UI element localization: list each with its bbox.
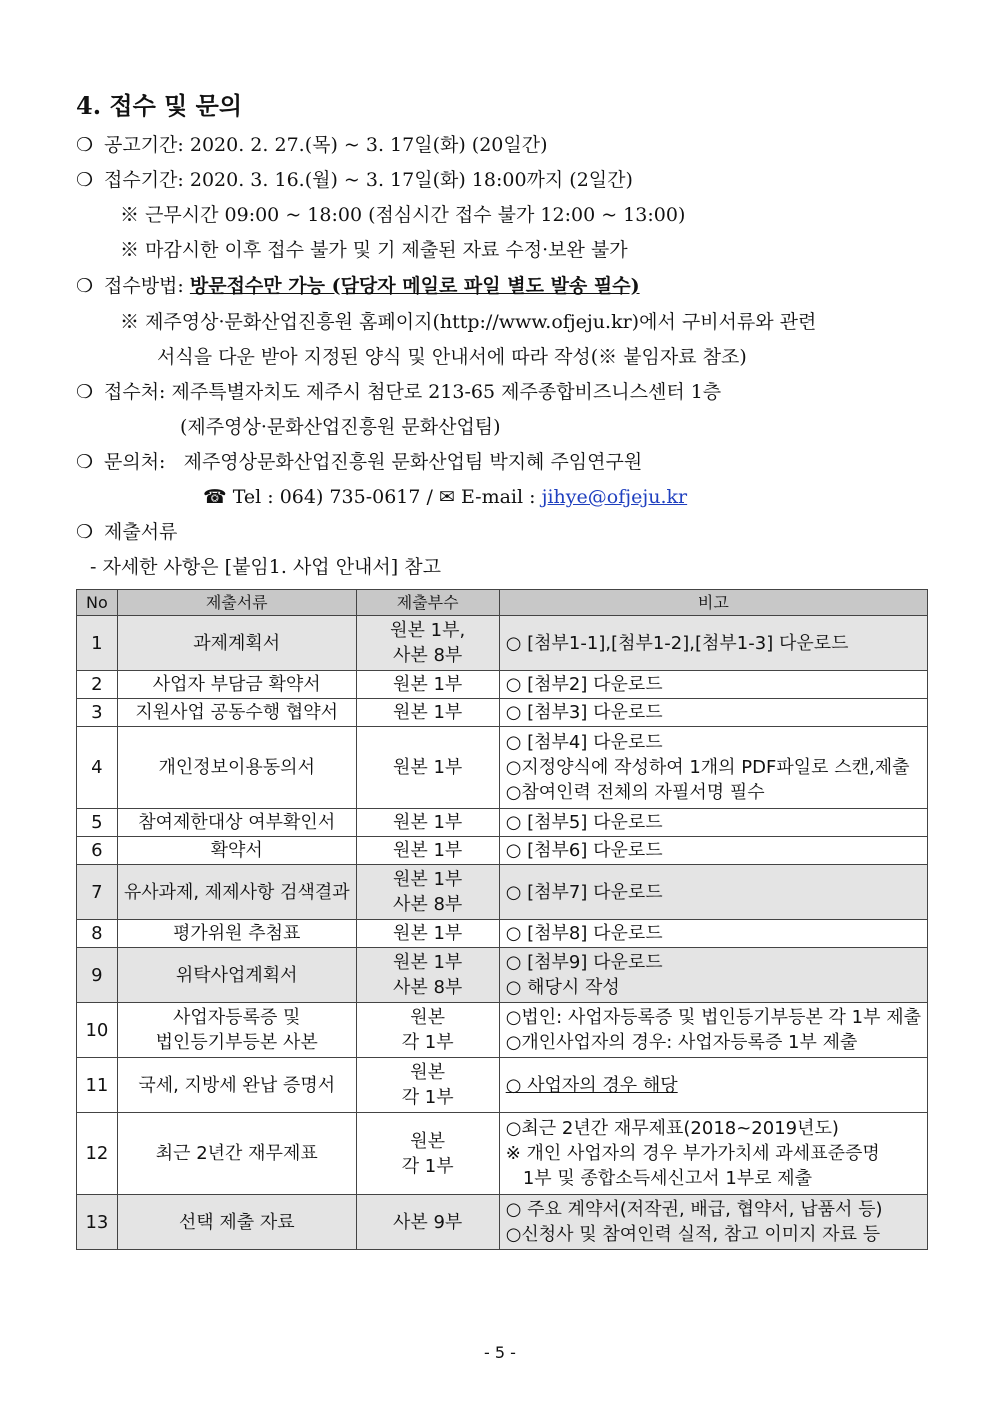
cell-copies xyxy=(356,920,499,948)
page-number: - 5 - xyxy=(484,1343,516,1362)
cell-notes-line: ○최근 2년간 재무제표(2018~2019년도) xyxy=(505,1118,839,1139)
table-body xyxy=(77,616,928,1250)
table-row xyxy=(77,837,928,865)
cell-notes xyxy=(499,1058,927,1113)
cell-document xyxy=(117,1003,356,1058)
cell-no: 11 xyxy=(77,1058,118,1113)
cell-document xyxy=(117,671,356,699)
cell-document-line: 위탁사업계획서 xyxy=(175,964,298,986)
mail-icon: ✉ xyxy=(438,486,455,508)
reception-label: 접수기간: xyxy=(104,169,184,191)
table-row xyxy=(77,865,928,920)
bullet-icon: ❍ xyxy=(76,451,94,473)
docs-sub: - 자세한 사항은 [붙임1. 사업 안내서] 참고 xyxy=(90,556,441,578)
table-row xyxy=(77,1195,928,1250)
cell-copies-line: 사본 9부 xyxy=(392,1211,463,1233)
note-mark-icon: ※ xyxy=(120,311,140,333)
cell-copies-line: 각 1부 xyxy=(401,1087,454,1108)
cell-notes-line: ○ [첨부2] 다운로드 xyxy=(505,674,663,695)
cell-notes xyxy=(499,699,927,727)
place-sub: (제주영상·문화산업진흥원 문화산업팀) xyxy=(180,416,501,438)
cell-copies xyxy=(356,865,499,920)
period-value: 2020. 2. 27.(목) ~ 3. 17일(화) (20일간) xyxy=(189,134,548,156)
cell-no: 9 xyxy=(77,948,118,1003)
cell-copies-line: 각 1부 xyxy=(401,1032,454,1053)
cell-document xyxy=(117,809,356,837)
cell-copies xyxy=(356,616,499,671)
table-row xyxy=(77,1113,928,1195)
reception-value: 2020. 3. 16.(월) ~ 3. 17일(화) 18:00까지 (2일간) xyxy=(189,169,633,191)
table-row xyxy=(77,727,928,809)
email-link[interactable]: jihye@ofjeju.kr xyxy=(541,486,688,508)
note-text: 제주영상·문화산업진흥원 홈페이지(http://www.ofjeju.kr)에서 구비서류와 관련 xyxy=(145,311,817,333)
cell-document-line: 지원사업 공동수행 협약서 xyxy=(135,702,339,723)
cell-document xyxy=(117,920,356,948)
docs-line xyxy=(76,518,177,546)
method-line xyxy=(76,272,640,300)
cell-document xyxy=(117,699,356,727)
cell-copies-line: 원본 1부 xyxy=(392,840,463,861)
cell-document-line: 과제계획서 xyxy=(193,632,281,654)
cell-copies xyxy=(356,1058,499,1113)
cell-copies xyxy=(356,1003,499,1058)
cell-notes-line: ○ [첨부4] 다운로드 xyxy=(505,732,663,753)
reception-line xyxy=(76,166,633,194)
cell-copies-line: 원본 1부 xyxy=(392,869,463,890)
cell-document xyxy=(117,948,356,1003)
cell-notes-line: ○개인사업자의 경우: 사업자등록증 1부 제출 xyxy=(505,1032,858,1053)
email-label: E-mail : xyxy=(460,486,536,508)
cell-notes-line: ○ [첨부8] 다운로드 xyxy=(505,923,663,944)
cell-document xyxy=(117,837,356,865)
cell-copies xyxy=(356,1195,499,1250)
cell-copies-line: 원본 1부 xyxy=(392,757,463,778)
cell-document-line: 국세, 지방세 완납 증명서 xyxy=(138,1074,336,1096)
cell-notes-line: ○ [첨부1-1],[첨부1-2],[첨부1-3] 다운로드 xyxy=(505,632,849,654)
cell-notes xyxy=(499,809,927,837)
cell-no: 5 xyxy=(77,809,118,837)
cell-document xyxy=(117,1058,356,1113)
cell-document-line: 개인정보이용동의서 xyxy=(158,757,315,778)
cell-copies-line: 원본 1부, xyxy=(390,620,466,641)
cell-no: 4 xyxy=(77,727,118,809)
cell-notes-line: ○ 주요 계약서(저작권, 배급, 협약서, 납품서 등) xyxy=(505,1199,883,1220)
cell-notes-line: ○ [첨부7] 다운로드 xyxy=(505,881,663,903)
bullet-icon: ❍ xyxy=(76,521,94,543)
cell-notes xyxy=(499,837,927,865)
cell-no: 8 xyxy=(77,920,118,948)
cell-no: 2 xyxy=(77,671,118,699)
cell-notes-line: ○참여인력 전체의 자필서명 필수 xyxy=(505,782,765,803)
cell-copies xyxy=(356,948,499,1003)
cell-copies-line: 원본 1부 xyxy=(392,952,463,973)
tel-text: Tel : 064) 735-0617 / xyxy=(232,486,433,508)
cell-document xyxy=(117,616,356,671)
cell-notes-line: 1부 및 종합소득세신고서 1부로 제출 xyxy=(505,1168,813,1189)
note-text: 근무시간 09:00 ~ 18:00 (점심시간 접수 불가 12:00 ~ 13:00) xyxy=(145,204,686,226)
cell-document xyxy=(117,1195,356,1250)
table-row xyxy=(77,671,928,699)
bullet-icon: ❍ xyxy=(76,169,94,191)
cell-copies xyxy=(356,809,499,837)
contact-value: 제주영상문화산업진흥원 문화산업팀 박지혜 주임연구원 xyxy=(183,451,643,473)
cell-document-line: 사업자등록증 및 xyxy=(173,1007,301,1028)
cell-copies-line: 사본 8부 xyxy=(392,645,463,666)
cell-copies-line: 원본 1부 xyxy=(392,702,463,723)
cell-copies-line: 원본 1부 xyxy=(392,812,463,833)
cell-document-line: 선택 제출 자료 xyxy=(178,1211,295,1233)
cell-copies xyxy=(356,837,499,865)
cell-copies-line: 원본 1부 xyxy=(392,923,463,944)
contact-tel-line xyxy=(203,483,687,511)
cell-document-line: 참여제한대상 여부확인서 xyxy=(138,812,336,833)
cell-no: 7 xyxy=(77,865,118,920)
cell-copies xyxy=(356,727,499,809)
cell-no: 3 xyxy=(77,699,118,727)
cell-document xyxy=(117,1113,356,1195)
cell-document xyxy=(117,727,356,809)
cell-notes-line: ※ 개인 사업자의 경우 부가가치세 과세표준증명 xyxy=(505,1143,880,1164)
place-value: 제주특별자치도 제주시 첨단로 213-65 제주종합비즈니스센터 1층 xyxy=(171,381,722,403)
cell-notes-line: ○지정양식에 작성하여 1개의 PDF파일로 스캔,제출 xyxy=(505,757,910,778)
table-row xyxy=(77,616,928,671)
header-notes: 비고 xyxy=(499,590,927,616)
cell-notes xyxy=(499,865,927,920)
table-row xyxy=(77,809,928,837)
cell-notes-line: ○법인: 사업자등록증 및 법인등기부등본 각 1부 제출 xyxy=(505,1007,921,1028)
header-copies: 제출부수 xyxy=(356,590,499,616)
cell-notes xyxy=(499,1003,927,1058)
contact-label: 문의처: xyxy=(104,451,166,473)
cell-document-line: 법인등기부등본 사본 xyxy=(155,1032,318,1053)
cell-document-line: 평가위원 추첨표 xyxy=(173,923,301,944)
cell-document xyxy=(117,865,356,920)
cell-notes xyxy=(499,616,927,671)
cell-document-line: 최근 2년간 재무제표 xyxy=(155,1143,318,1164)
place-line xyxy=(76,378,721,406)
table-row xyxy=(77,920,928,948)
note-mark-icon: ※ xyxy=(120,239,140,261)
cell-document-line: 확약서 xyxy=(210,840,263,861)
table-row xyxy=(77,1058,928,1113)
cell-document-line: 사업자 부담금 확약서 xyxy=(152,674,321,695)
method-note-1 xyxy=(120,308,816,336)
table-row xyxy=(77,948,928,1003)
table-row xyxy=(77,699,928,727)
cell-notes-line: ○ 사업자의 경우 해당 xyxy=(505,1074,678,1096)
cell-notes-line: ○신청사 및 참여인력 실적, 참고 이미지 자료 등 xyxy=(505,1224,881,1245)
cell-no: 12 xyxy=(77,1113,118,1195)
cell-copies-line: 원본 1부 xyxy=(392,674,463,695)
method-note-2: 서식을 다운 받아 지정된 양식 및 안내서에 따라 작성(※ 붙임자료 참조) xyxy=(157,346,747,368)
reception-note-1 xyxy=(120,201,685,229)
cell-notes-line: ○ 해당시 작성 xyxy=(505,977,620,998)
cell-notes-line: ○ [첨부6] 다운로드 xyxy=(505,840,663,861)
contact-line xyxy=(76,448,642,476)
period-label: 공고기간: xyxy=(104,134,184,156)
cell-notes-line: ○ [첨부3] 다운로드 xyxy=(505,702,663,723)
cell-copies-line: 원본 xyxy=(410,1007,446,1028)
bullet-icon: ❍ xyxy=(76,134,94,156)
cell-notes xyxy=(499,1195,927,1250)
note-text: 마감시한 이후 접수 불가 및 기 제출된 자료 수정·보완 불가 xyxy=(145,239,628,261)
cell-document-line: 유사과제, 제제사항 검색결과 xyxy=(123,881,350,903)
cell-notes xyxy=(499,727,927,809)
cell-copies-line: 사본 8부 xyxy=(392,894,463,915)
cell-notes xyxy=(499,1113,927,1195)
cell-copies xyxy=(356,671,499,699)
cell-no: 13 xyxy=(77,1195,118,1250)
note-mark-icon: ※ xyxy=(120,204,140,226)
method-value: 방문접수만 가능 (담당자 메일로 파일 별도 발송 필수) xyxy=(189,275,640,297)
cell-notes-line: ○ [첨부5] 다운로드 xyxy=(505,812,663,833)
bullet-icon: ❍ xyxy=(76,275,94,297)
section-title: 4. 접수 및 문의 xyxy=(76,91,243,120)
cell-notes xyxy=(499,920,927,948)
documents-table xyxy=(76,589,928,1250)
cell-copies xyxy=(356,699,499,727)
header-no: No xyxy=(77,590,118,616)
cell-no: 6 xyxy=(77,837,118,865)
bullet-icon: ❍ xyxy=(76,381,94,403)
cell-copies-line: 원본 xyxy=(410,1062,446,1083)
period-line xyxy=(76,131,548,159)
table-header-row xyxy=(77,590,928,616)
reception-note-2 xyxy=(120,236,628,264)
header-document: 제출서류 xyxy=(117,590,356,616)
cell-notes xyxy=(499,671,927,699)
phone-icon: ☎ xyxy=(203,486,227,508)
docs-label: 제출서류 xyxy=(104,521,178,543)
place-label: 접수처: xyxy=(104,381,166,403)
cell-copies-line: 각 1부 xyxy=(401,1155,454,1177)
method-label: 접수방법: xyxy=(104,275,184,297)
cell-notes xyxy=(499,948,927,1003)
cell-no: 1 xyxy=(77,616,118,671)
table-row xyxy=(77,1003,928,1058)
cell-copies-line: 사본 8부 xyxy=(392,977,463,998)
cell-copies xyxy=(356,1113,499,1195)
cell-notes-line: ○ [첨부9] 다운로드 xyxy=(505,952,663,973)
cell-no: 10 xyxy=(77,1003,118,1058)
cell-copies-line: 원본 xyxy=(410,1130,446,1152)
